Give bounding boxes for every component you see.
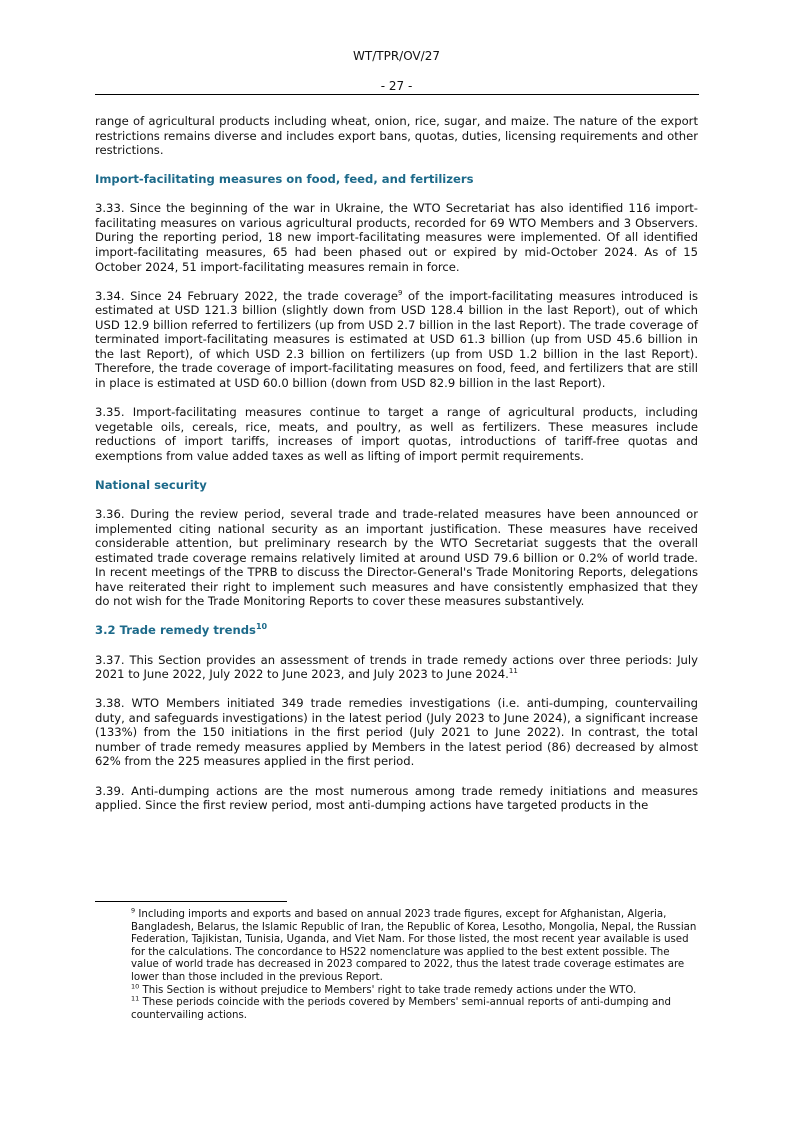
footnote-ref-11[interactable]: 11 [508,667,518,676]
document-body [95,114,698,827]
footnote-9 [95,906,698,985]
paragraph-3-38: 3.38. WTO Members initiated 349 trade remedies investigations (i.e. anti-dumping, countervailing duty, and safeguards investigations) in the latest period (July 2023 to June 2024), a significant increase (133%) from the 150 initiations in the first period (July 2021 to June 2022). In contrast, the total number of trade remedy measures applied by Members in the latest period (86) decreased by almost 62% from the 225 measures applied in the first period. [95,696,698,769]
footnote-ref-9[interactable]: 9 [397,288,403,297]
footnote-9-text: Including imports and exports and based on annual 2023 trade figures, except for Afghanistan, Algeria, Bangladesh, Belarus, the Islamic Republic of Iran, the Republic of Korea, Lesotho, Mongolia, Nepal, the Russian Federation, Tajikistan, Tunisia, Uganda, and Viet Nam. For those listed, the most recent year available is used for the calculations. The concordance to HS22 nomenclature was applied to the best extent possible. The value of world trade has decreased in 2023 compared to 2022, thus the latest trade coverage estimates are lower than those included in the previous Report. [131,909,697,983]
paragraph-3-33: 3.33. Since the beginning of the war in Ukraine, the WTO Secretariat has also identified 116 import-facilitating measures on various agricultural products, recorded for 69 WTO Members and 3 Observers. During the reporting period, 18 new import-facilitating measures were implemented. Of all identified import-facilitating measures, 65 had been phased out or expired by mid-October 2024. As of 15 October 2024, 51 import-facilitating measures remain in force. [95,201,698,274]
paragraph-3-39: 3.39. Anti-dumping actions are the most numerous among trade remedy initiations and measures applied. Since the first review period, most anti-dumping actions have targeted products in the [95,783,698,813]
paragraph-3-37-text: 3.37. This Section provides an assessment of trends in trade remedy actions over three periods: July 2021 to June 2022, July 2022 to June 2023, and July 2023 to June 2024. [95,652,698,682]
footnote-separator [95,901,287,902]
header-divider [95,94,699,95]
footnote-9-mark: 9 [131,906,136,915]
footnotes [95,906,698,1022]
paragraph-3-34-start: 3.34. Since 24 February 2022, the trade coverage [95,288,398,303]
footnote-11-text: These periods coincide with the periods covered by Members' semi-annual reports of anti-dumping and countervailing actions. [131,997,671,1021]
paragraph-3-34 [95,289,698,391]
footnote-10-text: This Section is without prejudice to Members' right to take trade remedy actions under the WTO. [139,984,637,996]
heading-national-security: National security [95,477,207,492]
document-symbol: WT/TPR/OV/27 [353,49,440,63]
footnote-10 [95,982,698,998]
paragraph-3-35: 3.35. Import-facilitating measures continue to target a range of agricultural products, including vegetable oils, cereals, rice, meats, and poultry, as well as fertilizers. These measures include reductions of import tariffs, increases of import quotas, introductions of tariff-free quotas and exemptions from value added taxes as well as lifting of import permit requirements. [95,405,698,463]
page-number: - 27 - [380,79,413,93]
heading-import-facilitating-measures: Import-facilitating measures on food, feed, and fertilizers [95,172,474,187]
paragraph-3-37 [95,653,698,682]
paragraph-3-36: 3.36. During the review period, several trade and trade-related measures have been announced or implemented citing national security as an important justification. These measures have received considerable attention, but preliminary research by the WTO Secretariat suggests that the overall estimated trade coverage remains relatively limited at around USD 79.6 billion or 0.2% of world trade. In recent meetings of the TPRB to discuss the Director-General's Trade Monitoring Reports, delegations have reiterated their right to implement such measures and have consistently emphasized that they do not wish for the Trade Monitoring Reports to cover these measures substantively. [95,507,698,609]
footnote-11-mark: 11 [131,994,140,1003]
paragraph-intro-continuation: range of agricultural products including wheat, onion, rice, sugar, and maize. The nature of the export restrictions remains diverse and includes export bans, quotas, duties, licensing requirements and other restrictions. [95,114,698,158]
paragraph-3-34-rest: of the import-facilitating measures introduced is estimated at USD 121.3 billion (slightly down from USD 128.4 billion in the last Report), out of which USD 12.9 billion referred to fertilizers (up from USD 2.7 billion in the last Report). The trade coverage of terminated import-facilitating measures is estimated at USD 61.3 billion (up from USD 45.6 billion in the last Report), of which USD 2.3 billion on fertilizers (up from USD 1.2 billion in the last Report). Therefore, the trade coverage of import-facilitating measures on food, feed, and fertilizers that are still in place is estimated at USD 60.0 billion (down from USD 82.9 billion in the last Report). [95,288,698,390]
footnote-10-mark: 10 [131,982,140,991]
footnote-11 [95,994,698,1022]
heading-trade-remedy-trends [95,623,698,638]
footnote-ref-10[interactable]: 10 [255,622,268,632]
heading-trade-remedy-text: 3.2 Trade remedy trends [95,623,256,638]
